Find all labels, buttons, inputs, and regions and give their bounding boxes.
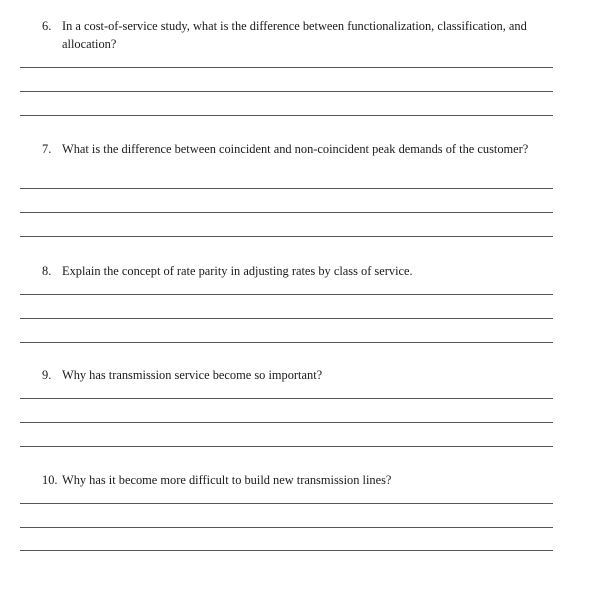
question-prompt <box>42 140 562 158</box>
question-prompt <box>42 471 562 489</box>
question-number: 7. <box>42 142 52 156</box>
question-number: 9. <box>42 368 52 382</box>
question-prompt <box>42 366 562 384</box>
question-text: Explain the concept of rate parity in adjusting rates by class of service. <box>62 264 413 278</box>
question-number: 10. <box>42 473 58 487</box>
answer-line[interactable] <box>20 503 553 504</box>
question-text: In a cost-of-service study, what is the difference between functionalization, classification, and allocation? <box>62 19 527 51</box>
answer-line[interactable] <box>20 67 553 68</box>
answer-line[interactable] <box>20 212 553 213</box>
answer-line[interactable] <box>20 294 553 295</box>
question-prompt <box>42 262 562 280</box>
question-number: 8. <box>42 264 52 278</box>
answer-line[interactable] <box>20 188 553 189</box>
answer-line[interactable] <box>20 318 553 319</box>
question-text: Why has it become more difficult to build new transmission lines? <box>62 473 392 487</box>
question-number: 6. <box>42 19 52 33</box>
answer-line[interactable] <box>20 398 553 399</box>
answer-line[interactable] <box>20 422 553 423</box>
answer-line[interactable] <box>20 342 553 343</box>
answer-line[interactable] <box>20 550 553 551</box>
answer-line[interactable] <box>20 446 553 447</box>
question-text: Why has transmission service become so important? <box>62 368 323 382</box>
answer-line[interactable] <box>20 91 553 92</box>
question-prompt <box>42 17 562 53</box>
question-text: What is the difference between coincident and non-coincident peak demands of the customer? <box>62 142 529 156</box>
answer-line[interactable] <box>20 236 553 237</box>
answer-line[interactable] <box>20 115 553 116</box>
answer-line[interactable] <box>20 527 553 528</box>
